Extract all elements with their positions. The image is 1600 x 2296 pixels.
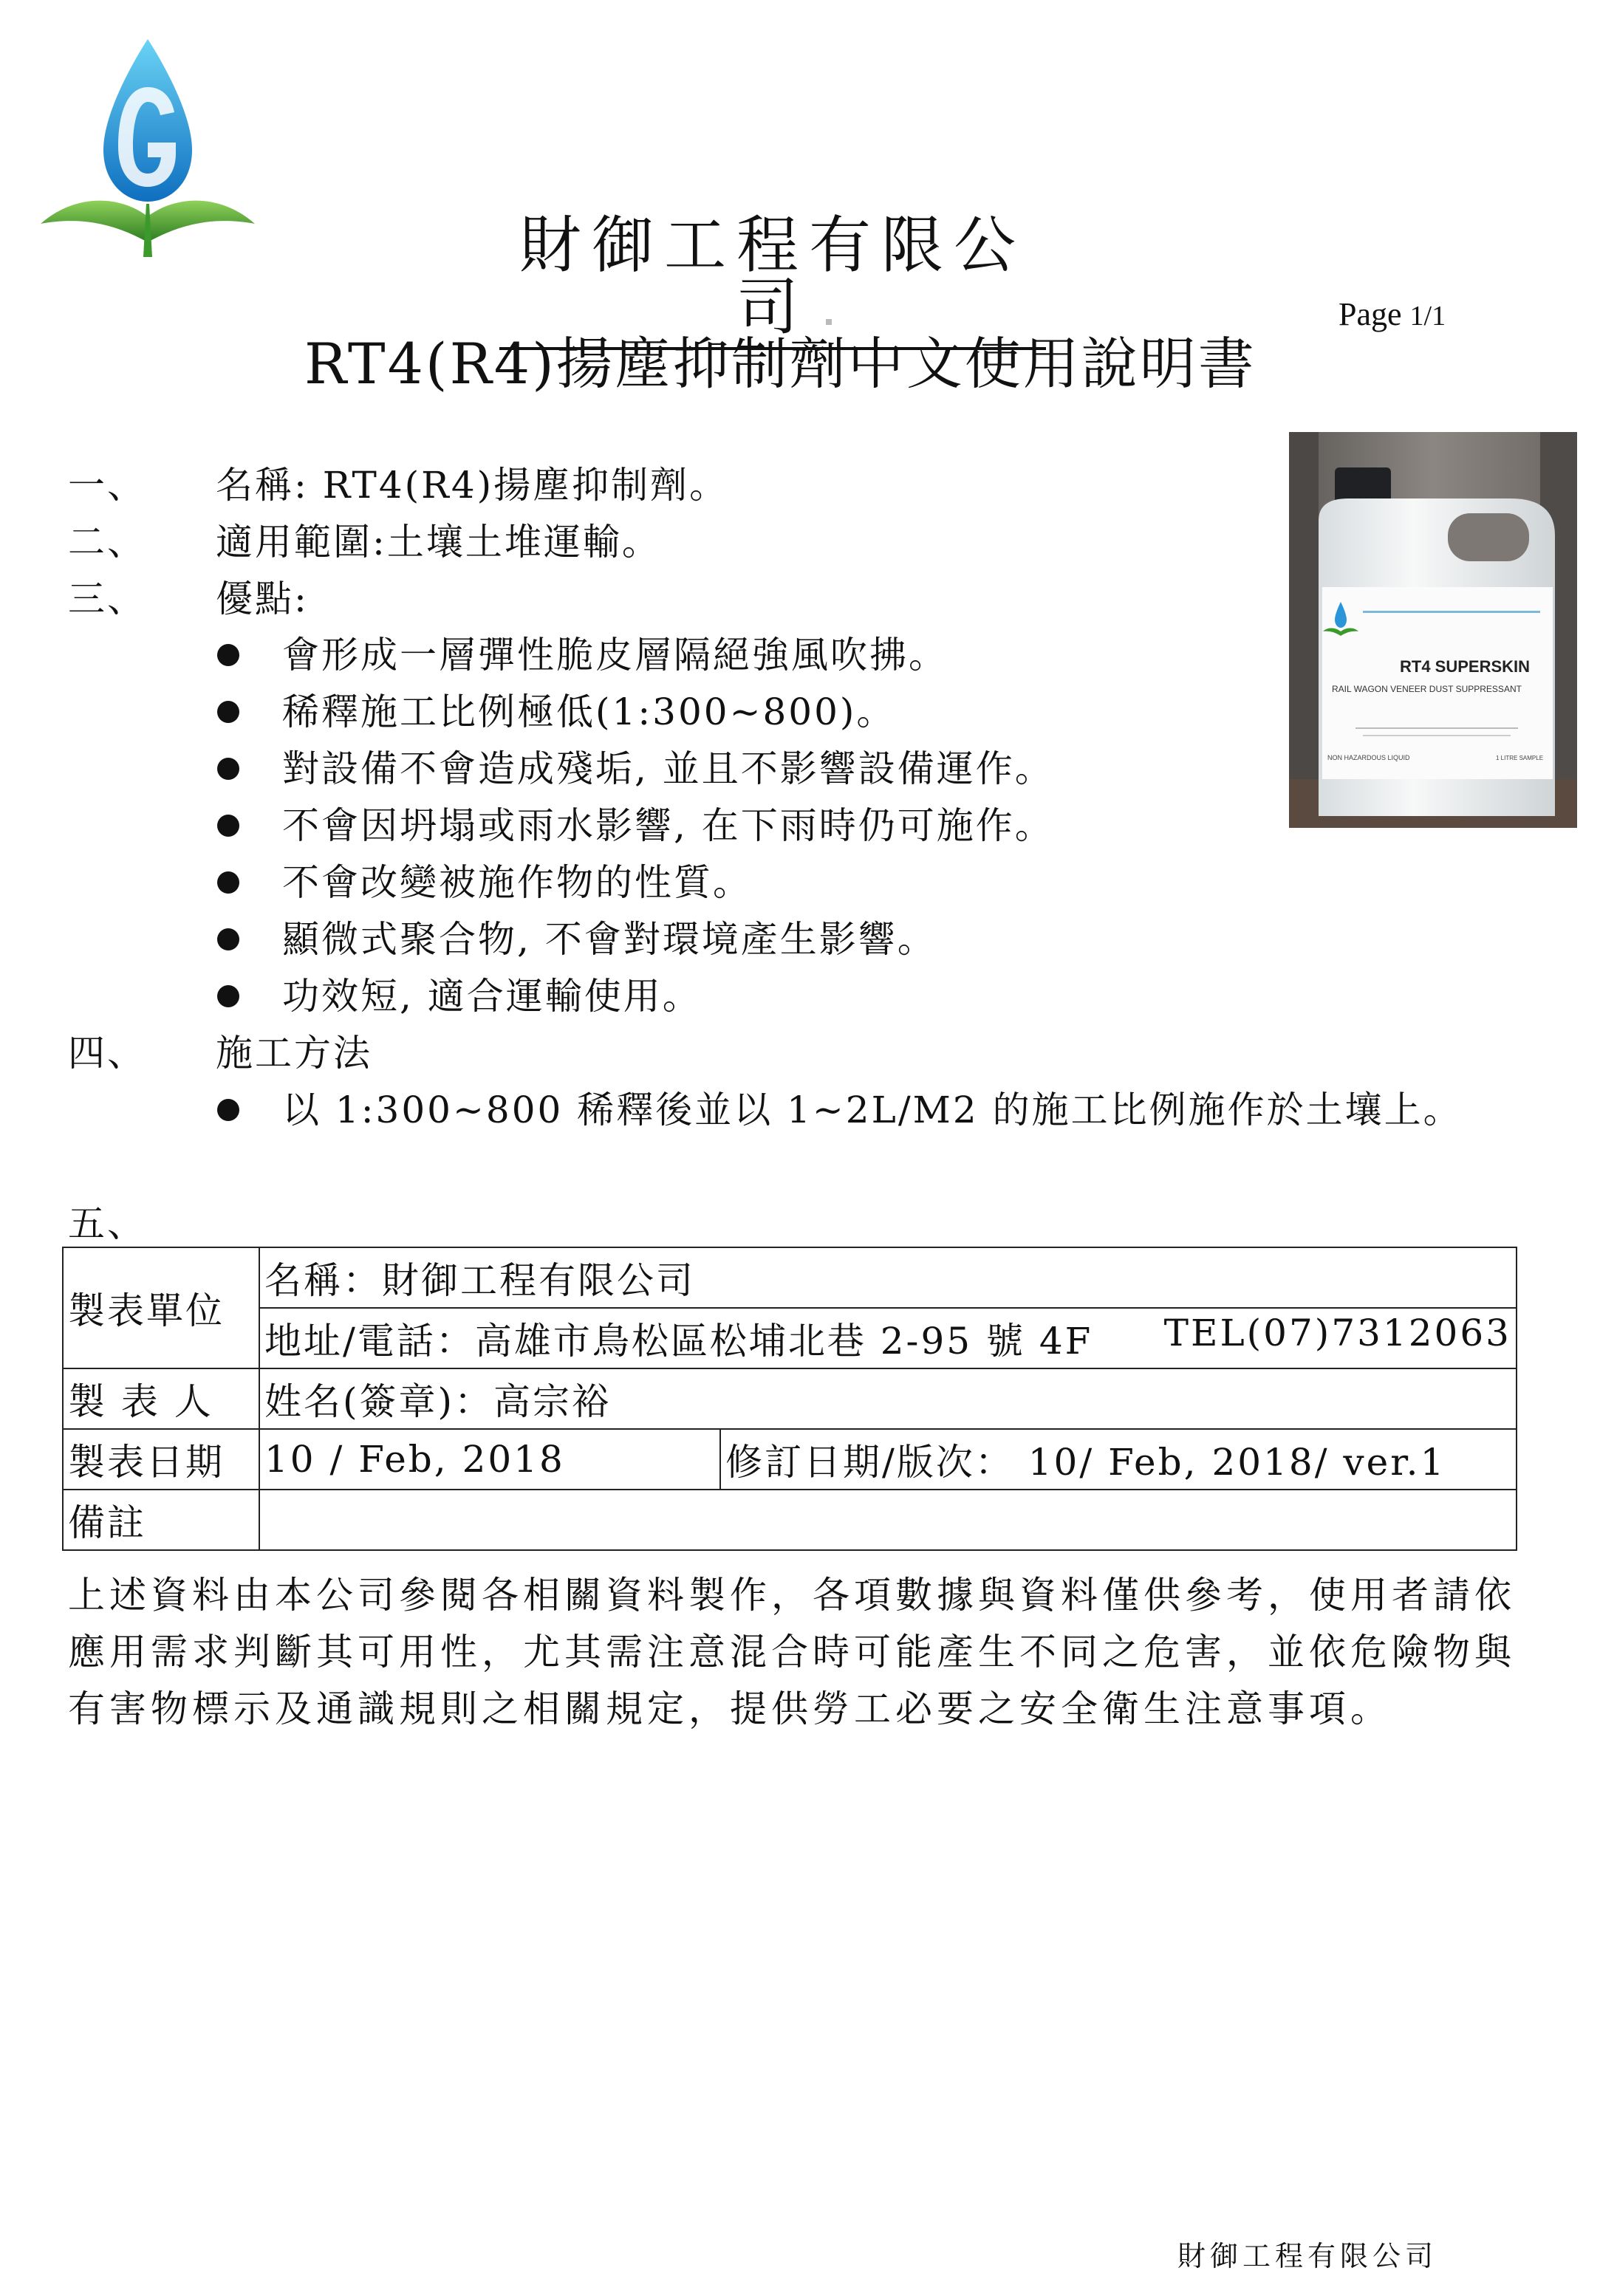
- section-3: [68, 578, 309, 620]
- advantage-item: [217, 747, 1054, 790]
- section-index: 三、: [68, 578, 146, 620]
- maker-label: 製 表 人: [63, 1368, 259, 1429]
- water-drop-leaf-logo-icon: [37, 35, 259, 272]
- date-value: 10 / Feb, 2018: [259, 1429, 720, 1490]
- advantage-text: 會形成一層彈性脆皮層隔絕強風吹拂。: [282, 634, 948, 676]
- revision-value: 修訂日期/版次： 10/ Feb, 2018/ ver.1: [720, 1429, 1517, 1490]
- advantage-item: [217, 975, 702, 1018]
- advantage-item: [217, 861, 752, 904]
- info-table: [62, 1247, 1517, 1551]
- product-photo: [1289, 432, 1577, 828]
- advantage-text: 對設備不會造成殘垢, 並且不影響設備運作。: [282, 747, 1054, 790]
- date-label: 製表日期: [63, 1429, 259, 1490]
- advantage-text: 稀釋施工比例極低(1:300~800)。: [282, 690, 896, 733]
- advantage-text: 不會因坍塌或雨水影響, 在下雨時仍可施作。: [282, 804, 1054, 847]
- advantage-item: [217, 918, 937, 961]
- photo-label-title: RT4 SUPERSKIN: [1400, 657, 1531, 676]
- maker-value: 姓名(簽章)：高宗裕: [259, 1368, 1517, 1429]
- section-text: 優點:: [216, 578, 309, 620]
- section-text: 施工方法: [216, 1032, 372, 1075]
- section-5: [68, 1202, 216, 1245]
- photo-label-volume: 1 LITRE SAMPLE: [1496, 755, 1544, 761]
- table-row: [63, 1429, 1517, 1490]
- section-text: 適用範圍:土壤土堆運輸。: [216, 521, 661, 563]
- bullet-icon: [217, 758, 239, 780]
- advantage-text: 顯微式聚合物, 不會對環境產生影響。: [282, 918, 937, 961]
- photo-label-hazard: NON HAZARDOUS LIQUID: [1327, 754, 1410, 761]
- photo-label-subtitle: RAIL WAGON VENEER DUST SUPPRESSANT: [1332, 684, 1522, 694]
- remarks-value: [259, 1490, 1517, 1550]
- advantage-item: [217, 690, 896, 733]
- unit-label: 製表單位: [63, 1247, 259, 1368]
- section-text: 名稱: RT4(R4)揚塵抑制劑。: [216, 464, 729, 507]
- product-bottle-image: [1289, 432, 1577, 828]
- bullet-icon: [217, 701, 239, 723]
- company-logo: [37, 35, 259, 272]
- tel-text: TEL(07)7312063: [1163, 1312, 1511, 1354]
- company-name-cell: 名稱：財御工程有限公司: [259, 1247, 1517, 1308]
- bullet-icon: [217, 871, 239, 894]
- method-item: [217, 1089, 1463, 1131]
- section-1: [68, 464, 729, 507]
- table-row: [63, 1368, 1517, 1429]
- section-index: 一、: [68, 464, 146, 507]
- bullet-icon: [217, 985, 239, 1007]
- section-4: [68, 1032, 372, 1075]
- decorative-dot: [826, 319, 832, 325]
- footer-company-name: 財御工程有限公司: [1177, 2240, 1438, 2272]
- method-text: 以 1:300~800 稀釋後並以 1~2L/M2 的施工比例施作於土壤上。: [282, 1089, 1463, 1131]
- remarks-label: 備註: [63, 1490, 259, 1550]
- company-title: 財御工程有限公司: [499, 214, 1046, 350]
- advantage-text: 功效短, 適合運輸使用。: [282, 975, 702, 1018]
- bullet-icon: [217, 815, 239, 837]
- table-row: [63, 1247, 1517, 1308]
- advantage-item: [217, 804, 1054, 847]
- address-cell: [259, 1308, 1517, 1368]
- bullet-icon: [217, 644, 239, 666]
- page-label: Page: [1339, 296, 1402, 332]
- disclaimer-text: 上述資料由本公司參閱各相關資料製作，各項數據與資料僅供參考，使用者請依應用需求判斷其可用性，尤其需注意混合時可能產生不同之危害，並依危險物與有害物標示及通識規則之相關規定，提供勞工必要之安全衛生注意事項。: [68, 1574, 1516, 1730]
- page-indicator: [1339, 295, 1446, 333]
- table-row: [63, 1490, 1517, 1550]
- table-row: [63, 1308, 1517, 1368]
- advantage-text: 不會改變被施作物的性質。: [282, 861, 752, 904]
- document-title: RT4(R4)揚塵抑制劑中文使用說明書: [304, 331, 1257, 397]
- section-index: 五、: [68, 1202, 146, 1245]
- section-index: 二、: [68, 521, 146, 563]
- address-text: 地址/電話：高雄市鳥松區松埔北巷 2-95 號 4F: [264, 1320, 1093, 1363]
- page-number: 1/1: [1409, 301, 1446, 332]
- advantage-item: [217, 634, 948, 676]
- section-2: [68, 521, 661, 563]
- bullet-icon: [217, 928, 239, 950]
- section-index: 四、: [68, 1032, 146, 1075]
- bullet-icon: [217, 1099, 239, 1121]
